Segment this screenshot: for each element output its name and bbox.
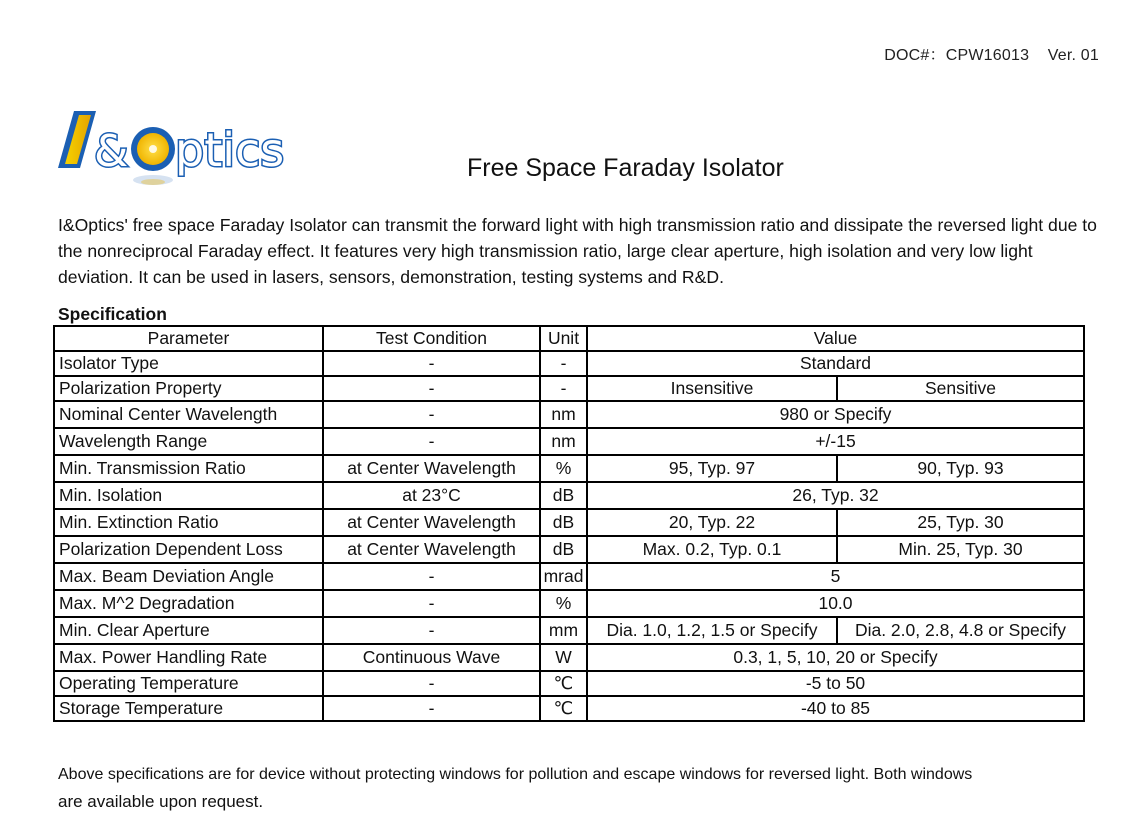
value-cell: -40 to 85	[587, 696, 1084, 721]
table-row	[54, 455, 1084, 482]
param-cell: Min. Transmission Ratio	[54, 455, 323, 482]
condition-cell: at Center Wavelength	[323, 455, 540, 482]
table-row	[54, 376, 1084, 401]
unit-cell: mrad	[540, 563, 587, 590]
param-cell: Isolator Type	[54, 351, 323, 376]
table-row	[54, 671, 1084, 696]
unit-cell: dB	[540, 536, 587, 563]
value-cell: +/-15	[587, 428, 1084, 455]
table-row	[54, 351, 1084, 376]
condition-cell: -	[323, 351, 540, 376]
condition-cell: at Center Wavelength	[323, 509, 540, 536]
spec-table	[53, 325, 1085, 722]
value-insensitive-cell: Dia. 1.0, 1.2, 1.5 or Specify	[587, 617, 837, 644]
header-test-condition: Test Condition	[323, 326, 540, 351]
intro-paragraph: I&Optics' free space Faraday Isolator can transmit the forward light with high transmission ratio and dissipate the reversed light due to the nonreciprocal Faraday effect. It features very high transmission ratio, large clear aperture, high isolation and very low light deviation. It can be used in lasers, sensors, demonstration, testing systems and R&D.	[58, 215, 1097, 287]
param-cell: Polarization Property	[54, 376, 323, 401]
doc-number: CPW16013	[945, 47, 1030, 64]
value-cell: 5	[587, 563, 1084, 590]
logo-o-letter: O	[56, 108, 57, 109]
footnote	[58, 761, 1108, 815]
unit-cell: nm	[540, 401, 587, 428]
param-cell: Min. Isolation	[54, 482, 323, 509]
condition-cell: -	[323, 696, 540, 721]
unit-cell: -	[540, 376, 587, 401]
value-sensitive-cell: Min. 25, Typ. 30	[837, 536, 1084, 563]
value-cell: Standard	[587, 351, 1084, 376]
param-cell: Storage Temperature	[54, 696, 323, 721]
param-cell: Wavelength Range	[54, 428, 323, 455]
table-row	[54, 482, 1084, 509]
unit-cell: nm	[540, 428, 587, 455]
condition-cell: -	[323, 376, 540, 401]
value-sensitive-cell: Dia. 2.0, 2.8, 4.8 or Specify	[837, 617, 1084, 644]
table-row	[54, 590, 1084, 617]
logo-amp: &	[94, 126, 129, 177]
doc-version: Ver. 01	[1047, 47, 1099, 64]
header-unit: Unit	[540, 326, 587, 351]
param-cell: Nominal Center Wavelength	[54, 401, 323, 428]
table-row	[54, 428, 1084, 455]
table-row	[54, 696, 1084, 721]
value-insensitive-cell: 20, Typ. 22	[587, 509, 837, 536]
value-insensitive-cell: Insensitive	[587, 376, 837, 401]
value-cell: 26, Typ. 32	[587, 482, 1084, 509]
spec-heading: Specification	[58, 304, 167, 324]
value-sensitive-cell: 90, Typ. 93	[837, 455, 1084, 482]
table-row	[54, 617, 1084, 644]
value-cell: -5 to 50	[587, 671, 1084, 696]
unit-cell: -	[540, 351, 587, 376]
condition-cell: -	[323, 671, 540, 696]
unit-cell: %	[540, 455, 587, 482]
unit-cell: W	[540, 644, 587, 671]
param-cell: Polarization Dependent Loss	[54, 536, 323, 563]
condition-cell: -	[323, 590, 540, 617]
document-id	[884, 42, 1099, 65]
condition-cell: -	[323, 428, 540, 455]
unit-cell: ℃	[540, 671, 587, 696]
condition-cell: -	[323, 401, 540, 428]
logo-ptics: ptics	[175, 123, 285, 177]
value-insensitive-cell: 95, Typ. 97	[587, 455, 837, 482]
value-cell: 980 or Specify	[587, 401, 1084, 428]
condition-cell: at Center Wavelength	[323, 536, 540, 563]
value-sensitive-cell: 25, Typ. 30	[837, 509, 1084, 536]
table-row	[54, 401, 1084, 428]
param-cell: Operating Temperature	[54, 671, 323, 696]
table-row	[54, 509, 1084, 536]
value-insensitive-cell: Max. 0.2, Typ. 0.1	[587, 536, 837, 563]
header-parameter: Parameter	[54, 326, 323, 351]
unit-cell: dB	[540, 509, 587, 536]
condition-cell: at 23°C	[323, 482, 540, 509]
footnote-line-2: are available upon request.	[58, 792, 264, 811]
unit-cell: %	[540, 590, 587, 617]
unit-cell: dB	[540, 482, 587, 509]
table-row	[54, 644, 1084, 671]
value-sensitive-cell: Sensitive	[837, 376, 1084, 401]
param-cell: Min. Clear Aperture	[54, 617, 323, 644]
value-cell: 10.0	[587, 590, 1084, 617]
condition-cell: -	[323, 617, 540, 644]
table-row	[54, 536, 1084, 563]
param-cell: Max. M^2 Degradation	[54, 590, 323, 617]
doc-label: DOC#：	[884, 47, 946, 64]
param-cell: Max. Power Handling Rate	[54, 644, 323, 671]
spec-header-row	[54, 326, 1084, 351]
unit-cell: ℃	[540, 696, 587, 721]
condition-cell: Continuous Wave	[323, 644, 540, 671]
value-cell: 0.3, 1, 5, 10, 20 or Specify	[587, 644, 1084, 671]
param-cell: Min. Extinction Ratio	[54, 509, 323, 536]
table-row	[54, 563, 1084, 590]
condition-cell: -	[323, 563, 540, 590]
product-title: Free Space Faraday Isolator	[467, 154, 784, 182]
company-logo	[56, 108, 316, 192]
footnote-line-1: Above specifications are for device without protecting windows for pollution and escape windows for reversed light. Both windows	[58, 766, 973, 783]
param-cell: Max. Beam Deviation Angle	[54, 563, 323, 590]
header-value: Value	[587, 326, 1084, 351]
unit-cell: mm	[540, 617, 587, 644]
